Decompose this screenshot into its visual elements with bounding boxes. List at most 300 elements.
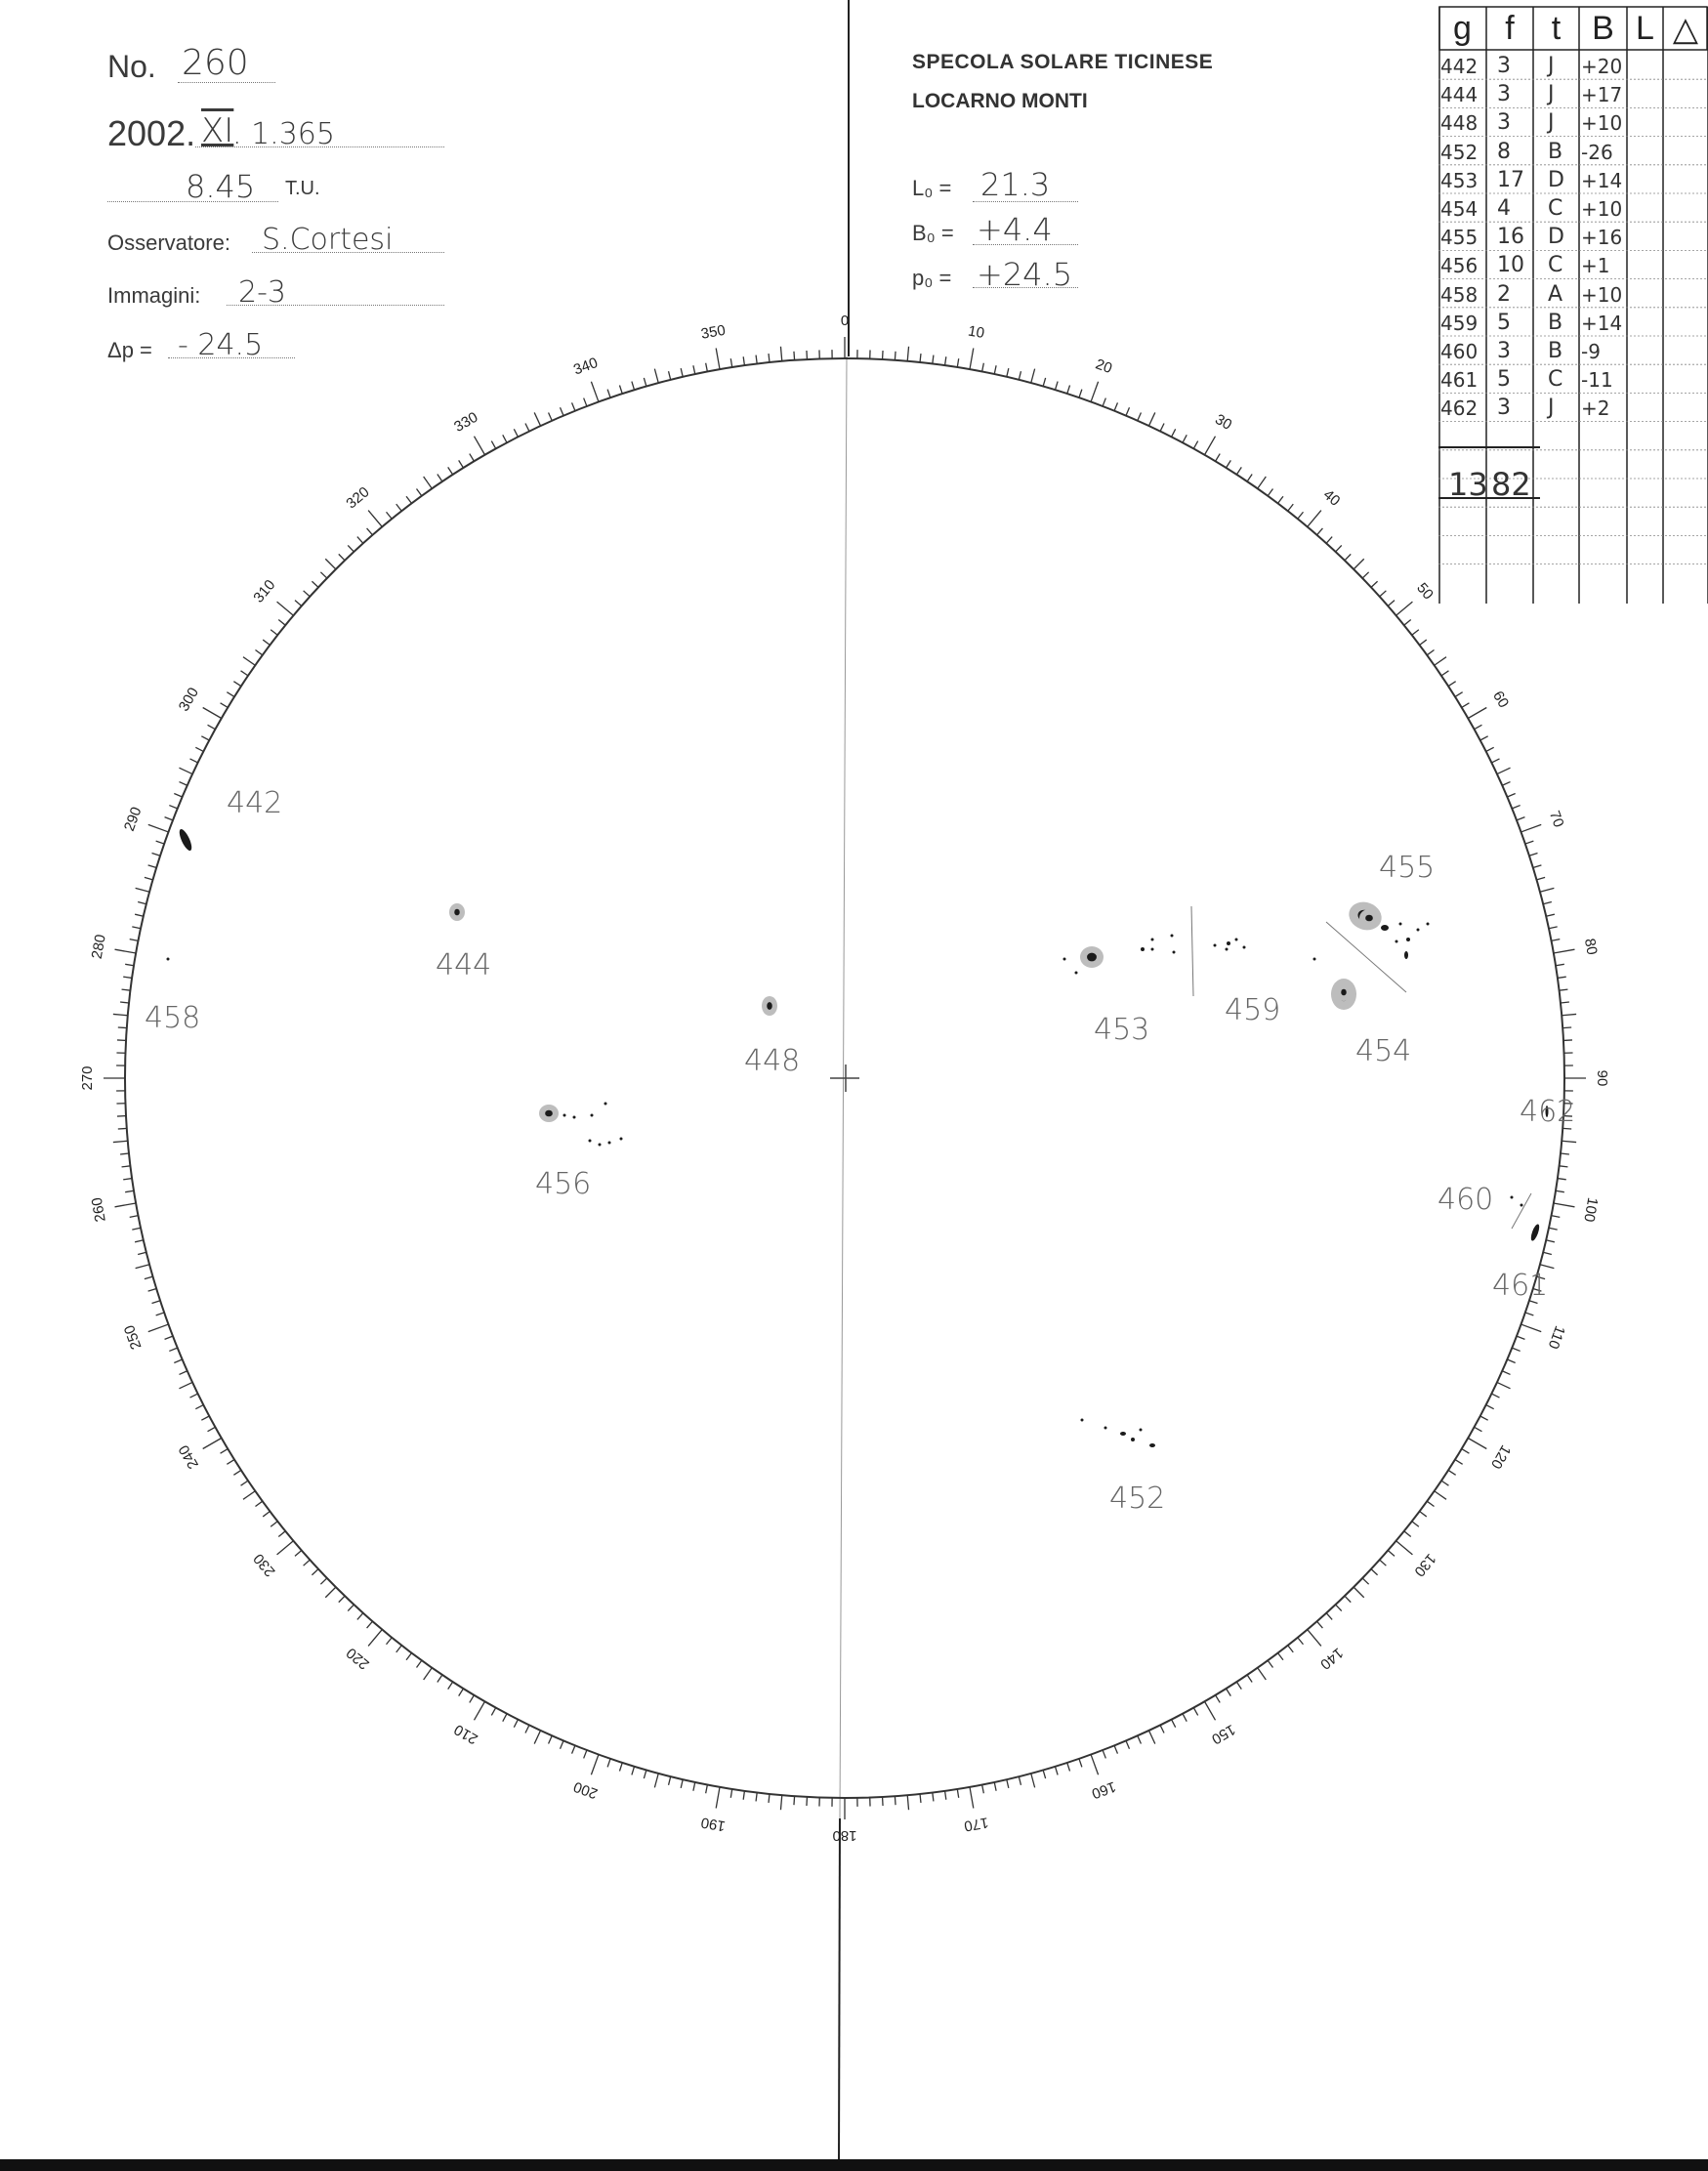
scale-tick [1521, 824, 1542, 832]
table-cell-t: D [1548, 225, 1564, 250]
scan-bottom-edge [0, 2159, 1708, 2171]
scale-tick [1512, 806, 1520, 809]
sunspot-umbra [1171, 935, 1174, 938]
scale-tick [669, 371, 671, 380]
sunspot-umbra [1521, 1204, 1523, 1207]
scale-tick [654, 369, 658, 383]
scale-tick [255, 650, 262, 655]
scale-tick [769, 354, 770, 362]
time-value: 8.45 [186, 168, 256, 205]
scale-tick [339, 554, 345, 560]
date-month: XI [201, 111, 234, 150]
number-value: 260 [182, 43, 249, 83]
scale-tick [417, 1660, 422, 1667]
table-cell-g: 458 [1440, 282, 1479, 307]
scale-tick [780, 1795, 781, 1810]
scale-tick [1193, 1708, 1197, 1716]
group-label-461: 461 [1492, 1269, 1549, 1303]
table-cell-f: 3 [1497, 82, 1511, 107]
scale-label: 220 [343, 1644, 373, 1673]
scale-tick [201, 736, 209, 740]
scale-tick [320, 572, 326, 578]
group-label-455: 455 [1379, 851, 1436, 885]
scale-tick [1554, 949, 1575, 953]
group-label-454: 454 [1355, 1034, 1412, 1068]
scale-tick [1227, 1689, 1231, 1696]
scale-tick [1561, 1153, 1569, 1154]
scale-label: 90 [1594, 1069, 1611, 1087]
table-cell-f: 17 [1497, 167, 1524, 192]
scale-tick [607, 390, 610, 398]
scale-tick [994, 1782, 996, 1791]
table-cell-f: 2 [1497, 281, 1511, 307]
scale-tick [179, 1371, 187, 1375]
scale-tick [1336, 545, 1342, 552]
scale-tick [730, 1789, 731, 1798]
scale-tick [1345, 1596, 1351, 1602]
scale-tick [933, 355, 934, 364]
scale-tick [113, 1141, 128, 1142]
scale-tick [1055, 382, 1058, 391]
scale-tick [1043, 1770, 1045, 1778]
scale-tick [1362, 572, 1368, 578]
scale-tick [970, 1787, 974, 1809]
scale-tick [368, 1630, 382, 1647]
sunspot-umbra [767, 1002, 772, 1010]
scale-label: 60 [1489, 688, 1513, 711]
scale-tick [120, 1002, 129, 1003]
table-cell-t: J [1548, 396, 1555, 421]
scale-tick [1317, 528, 1323, 535]
scale-tick [920, 1794, 921, 1803]
scale-tick [1055, 1767, 1058, 1775]
scale-tick [561, 407, 564, 415]
scale-tick [1288, 504, 1294, 511]
scale-tick [459, 1689, 464, 1696]
scale-tick [1529, 853, 1538, 856]
scale-label: 180 [832, 1827, 857, 1845]
scale-tick [368, 511, 382, 527]
table-cell-f: 3 [1497, 396, 1511, 421]
scale-tick [357, 1613, 363, 1620]
scale-label: 330 [451, 408, 481, 436]
scale-tick [1172, 1720, 1176, 1728]
scale-tick [475, 437, 485, 455]
scale-label: 0 [840, 312, 850, 329]
table-header-cell: t [1551, 10, 1562, 47]
scale-tick [357, 537, 363, 544]
scale-tick [243, 1491, 255, 1500]
table-cell-g: 454 [1440, 197, 1479, 221]
scale-tick [632, 382, 635, 391]
table-cell-t: B [1548, 339, 1563, 363]
scale-label: 320 [343, 483, 373, 513]
scale-tick [756, 1793, 757, 1802]
scale-tick [1475, 1427, 1482, 1431]
scale-tick [437, 475, 442, 481]
scale-tick [1205, 437, 1216, 455]
sunspot-umbra [1131, 1438, 1135, 1441]
scale-tick [716, 1787, 720, 1809]
group-axis-line [1512, 1193, 1531, 1229]
scale-tick [982, 1784, 984, 1793]
scale-tick [491, 1708, 495, 1716]
scale-tick [503, 435, 507, 442]
scale-label: 50 [1413, 579, 1437, 604]
scale-tick [233, 1470, 241, 1475]
total-groups: 13 [1448, 466, 1488, 503]
sunspot-umbra [1081, 1419, 1084, 1422]
scale-tick [1007, 1779, 1009, 1788]
p0-label: p₀ = [912, 266, 952, 290]
scale-tick [1193, 441, 1197, 449]
scale-tick [1067, 1763, 1070, 1772]
scale-tick [794, 352, 795, 360]
scale-tick [255, 1501, 262, 1506]
scale-tick [549, 412, 553, 420]
sunspot-umbra [563, 1114, 566, 1117]
scale-tick [179, 1382, 192, 1388]
scale-tick [227, 692, 234, 697]
scale-tick [1441, 1481, 1448, 1485]
scale-tick [1497, 1382, 1511, 1388]
scale-tick [1258, 477, 1267, 488]
scale-tick [1396, 602, 1413, 615]
scale-label: 190 [699, 1814, 728, 1835]
table-cell-B: +14 [1581, 168, 1623, 192]
scale-tick [1371, 1569, 1378, 1575]
scale-tick [706, 1784, 708, 1793]
scale-tick [1420, 1512, 1427, 1517]
table-cell-f: 8 [1497, 139, 1511, 164]
scale-tick [534, 412, 540, 426]
scale-tick [1448, 682, 1456, 687]
scale-tick [607, 1759, 610, 1768]
scale-tick [1558, 1179, 1566, 1180]
scale-tick [448, 467, 453, 475]
sunspot-umbra [1399, 923, 1402, 926]
scale-tick [1019, 1776, 1021, 1785]
table-cell-t: C [1548, 196, 1563, 221]
scale-tick [591, 1755, 599, 1775]
scale-tick [1546, 1240, 1555, 1242]
scale-tick [756, 355, 757, 364]
table-cell-g: 442 [1440, 55, 1479, 78]
sunspot-umbra [1151, 948, 1154, 951]
b0-value: +4.4 [977, 211, 1053, 248]
sunspot-umbra [1427, 923, 1430, 926]
scale-tick [1435, 1491, 1446, 1500]
table-cell-t: B [1548, 139, 1563, 164]
scale-tick [1380, 1560, 1387, 1566]
scale-tick [437, 1675, 442, 1682]
group-label-458: 458 [145, 1001, 201, 1035]
scale-tick [1491, 1394, 1499, 1398]
scale-tick [130, 939, 139, 941]
scale-tick [221, 1449, 229, 1454]
scale-tick [1517, 1336, 1524, 1339]
scale-tick [1380, 591, 1387, 597]
scale-tick [994, 365, 996, 374]
scale-tick [1560, 989, 1568, 990]
group-label-459: 459 [1225, 993, 1281, 1027]
scale-tick [169, 806, 177, 809]
scale-tick [1556, 1190, 1564, 1191]
scale-label: 170 [962, 1814, 990, 1835]
scale-tick [1448, 1470, 1456, 1475]
scale-label: 100 [1580, 1195, 1602, 1224]
table-cell-t: J [1548, 54, 1555, 78]
table-cell-t: J [1548, 110, 1555, 136]
scale-tick [514, 429, 518, 437]
scale-tick [1227, 460, 1231, 468]
scale-tick [1455, 1460, 1463, 1465]
sunspot-umbra [1141, 947, 1145, 951]
scale-tick [1216, 454, 1221, 462]
scale-tick [203, 1439, 222, 1449]
scale-tick [179, 768, 192, 773]
sunspot-umbra [1313, 958, 1316, 961]
scale-tick [1536, 877, 1545, 879]
table-cell-t: C [1548, 253, 1563, 278]
scale-tick [945, 356, 946, 365]
l0-value: 21.3 [980, 166, 1051, 203]
scale-tick [195, 747, 203, 751]
sunspot-umbra [1226, 948, 1229, 951]
group-label-442: 442 [227, 786, 283, 820]
scale-tick [1336, 1605, 1342, 1611]
scale-tick [145, 1276, 153, 1278]
sunspot-umbra [1063, 958, 1066, 961]
sunspot-umbra [1529, 1224, 1541, 1242]
scale-tick [1354, 559, 1364, 569]
scale-tick [1236, 1682, 1241, 1690]
scale-tick [1354, 1587, 1364, 1598]
scale-tick [1268, 1660, 1272, 1667]
images-label: Immagini: [107, 283, 201, 308]
scale-tick [1298, 1638, 1304, 1645]
table-cell-f: 3 [1497, 110, 1511, 136]
scale-tick [132, 927, 141, 929]
scale-tick [730, 358, 731, 367]
scale-tick [669, 1776, 671, 1785]
scale-tick [780, 347, 781, 361]
scale-tick [367, 1621, 373, 1628]
scale-label: 270 [78, 1065, 96, 1091]
scale-tick [1480, 736, 1488, 740]
scale-tick [970, 349, 974, 370]
scale-tick [113, 1014, 128, 1015]
table-cell-g: 453 [1440, 168, 1479, 192]
scale-tick [1160, 1725, 1164, 1733]
table-cell-g: 459 [1440, 311, 1479, 335]
table-cell-t: D [1548, 167, 1564, 192]
scale-tick [1326, 1613, 1332, 1620]
scale-tick [169, 1348, 177, 1351]
scale-tick [1288, 1646, 1294, 1652]
p0-value: +24.5 [977, 256, 1073, 293]
institution-location: LOCARNO MONTI [912, 90, 1088, 112]
scale-tick [491, 441, 495, 449]
scale-tick [1308, 1630, 1321, 1647]
scale-tick [174, 1359, 182, 1363]
total-spots: 82 [1491, 466, 1531, 503]
scale-tick [1278, 1653, 1283, 1660]
scale-tick [1551, 1216, 1560, 1218]
scale-tick [221, 703, 229, 708]
sunspot-umbra [573, 1116, 576, 1119]
scale-tick [920, 354, 921, 362]
scale-tick [619, 386, 622, 395]
scale-tick [1562, 1027, 1571, 1028]
scale-tick [165, 817, 173, 820]
scale-tick [534, 1731, 540, 1744]
scale-label: 240 [175, 1441, 202, 1472]
sunspot-umbra [1214, 944, 1217, 947]
delta-p-label: Δp = [107, 338, 152, 362]
scale-tick [1420, 640, 1427, 645]
table-cell-f: 3 [1497, 54, 1511, 78]
sunspot-umbra [1140, 1429, 1143, 1432]
scale-tick [148, 1324, 169, 1332]
group-separator-line [1191, 906, 1193, 996]
sunspot-umbra [1417, 929, 1420, 932]
scale-tick [1247, 475, 1252, 481]
observer-value: S.Cortesi [262, 223, 394, 257]
scale-tick [348, 545, 354, 552]
scale-tick [278, 1531, 285, 1537]
table-cell-B: +20 [1581, 55, 1623, 78]
table-header-cell: B [1592, 10, 1614, 47]
scale-tick [1507, 794, 1515, 798]
scale-tick [957, 358, 958, 367]
scale-tick [227, 1460, 234, 1465]
scale-tick [503, 1714, 507, 1722]
scale-tick [1521, 1324, 1542, 1332]
table-cell-B: +17 [1581, 83, 1623, 107]
scale-tick [681, 368, 683, 377]
scale-tick [1525, 841, 1534, 844]
scale-tick [1549, 1228, 1558, 1230]
sunspot-umbra [1120, 1432, 1126, 1436]
scale-tick [1404, 1531, 1411, 1537]
scale-tick [243, 657, 255, 666]
scale-tick [895, 1796, 896, 1805]
scale-tick [1160, 423, 1164, 431]
scale-tick [1258, 1668, 1267, 1680]
scale-tick [263, 1512, 270, 1517]
scale-tick [632, 1767, 635, 1775]
scale-tick [424, 1668, 433, 1680]
time-unit: T.U. [285, 178, 320, 199]
scale-tick [135, 914, 144, 916]
scale-tick [1148, 412, 1154, 426]
scale-tick [271, 630, 277, 636]
sunspot-umbra [599, 1144, 602, 1147]
scale-tick [1507, 1359, 1515, 1363]
scale-tick [1502, 782, 1510, 786]
scale-tick [1502, 1371, 1510, 1375]
scale-tick [459, 460, 464, 468]
scale-label: 350 [699, 321, 728, 343]
scale-tick [325, 559, 336, 569]
scale-tick [148, 824, 169, 832]
sunspot-umbra [1151, 939, 1154, 941]
table-grid [1438, 6, 1708, 604]
table-cell-B: +10 [1581, 282, 1623, 307]
scale-tick [132, 1228, 141, 1230]
scale-tick [122, 989, 131, 990]
group-table [1438, 6, 1708, 604]
scale-tick [1486, 1405, 1494, 1409]
group-label-456: 456 [535, 1167, 592, 1201]
scale-tick [122, 1166, 131, 1167]
table-cell-B: -11 [1581, 368, 1613, 393]
scale-tick [1317, 1621, 1323, 1628]
scale-tick [1412, 1522, 1419, 1527]
scale-tick [591, 382, 599, 402]
scale-tick [201, 1416, 209, 1420]
scale-tick [1525, 1313, 1534, 1315]
scale-tick [406, 496, 411, 503]
table-cell-B: +14 [1581, 311, 1623, 335]
table-cell-g: 448 [1440, 111, 1479, 136]
scale-tick [1298, 512, 1304, 519]
scale-tick [1543, 902, 1552, 904]
scale-tick [189, 1394, 197, 1398]
table-cell-B: -9 [1581, 340, 1601, 363]
scale-tick [278, 620, 285, 626]
scale-tick [1247, 1675, 1252, 1682]
scale-tick [125, 964, 134, 965]
scale-tick [1556, 964, 1564, 965]
scale-tick [1427, 1501, 1434, 1506]
table-cell-B: +16 [1581, 226, 1623, 250]
scale-tick [1562, 1141, 1576, 1142]
sunspot-umbra [1365, 915, 1373, 922]
scale-tick [895, 352, 896, 360]
scale-tick [644, 378, 646, 387]
sunspot-umbra [1235, 939, 1238, 941]
scale-tick [130, 1216, 139, 1218]
scale-tick [195, 1405, 203, 1409]
scale-tick [1558, 977, 1566, 978]
scale-tick [945, 1791, 946, 1800]
scale-tick [572, 402, 575, 410]
scale-tick [475, 1701, 485, 1720]
scale-tick [706, 363, 708, 372]
scale-label: 300 [175, 685, 202, 715]
scale-tick [1441, 671, 1448, 676]
scale-tick [1268, 488, 1272, 495]
scale-tick [644, 1770, 646, 1778]
scale-tick [514, 1720, 518, 1728]
scale-tick [145, 877, 153, 879]
scale-tick [1019, 371, 1021, 380]
scale-tick [1091, 382, 1099, 402]
sunspot-marks [167, 827, 1549, 1447]
table-cell-f: 16 [1497, 225, 1524, 250]
group-label-460: 460 [1437, 1183, 1494, 1217]
sunspot-umbra [1104, 1427, 1107, 1430]
scale-tick [1114, 1745, 1117, 1753]
l0-label: L₀ = [912, 176, 952, 200]
scale-label: 140 [1316, 1644, 1347, 1673]
scale-tick [123, 977, 132, 978]
scale-tick [693, 365, 695, 374]
scale-tick [1512, 1348, 1520, 1351]
scale-label: 310 [250, 576, 279, 606]
